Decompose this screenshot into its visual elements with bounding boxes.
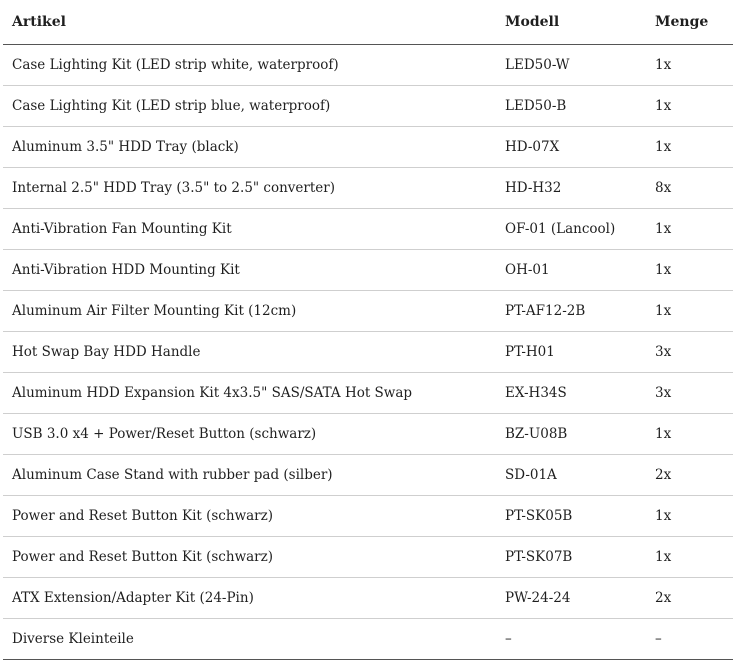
cell-artikel: Power and Reset Button Kit (schwarz) xyxy=(3,496,496,537)
cell-artikel: Aluminum HDD Expansion Kit 4x3.5" SAS/SATA Hot Swap xyxy=(3,373,496,414)
cell-artikel: Diverse Kleinteile xyxy=(3,619,496,660)
table-row xyxy=(3,250,733,291)
cell-menge: 1x xyxy=(646,209,733,250)
table-row xyxy=(3,373,733,414)
table-header xyxy=(3,0,733,45)
table-body xyxy=(3,45,733,660)
column-header-artikel: Artikel xyxy=(3,0,496,45)
cell-artikel: Aluminum Case Stand with rubber pad (silber) xyxy=(3,455,496,496)
column-header-modell: Modell xyxy=(496,0,646,45)
parts-table-container xyxy=(3,0,733,660)
cell-menge: 1x xyxy=(646,127,733,168)
table-row xyxy=(3,209,733,250)
cell-menge: 1x xyxy=(646,537,733,578)
cell-artikel: Aluminum Air Filter Mounting Kit (12cm) xyxy=(3,291,496,332)
cell-artikel: ATX Extension/Adapter Kit (24-Pin) xyxy=(3,578,496,619)
cell-artikel: Anti-Vibration Fan Mounting Kit xyxy=(3,209,496,250)
cell-menge: 2x xyxy=(646,578,733,619)
cell-menge: 3x xyxy=(646,373,733,414)
cell-menge: 3x xyxy=(646,332,733,373)
parts-table xyxy=(3,0,733,660)
cell-modell: LED50-W xyxy=(496,45,646,86)
column-header-menge: Menge xyxy=(646,0,733,45)
cell-artikel: Hot Swap Bay HDD Handle xyxy=(3,332,496,373)
cell-menge: 1x xyxy=(646,414,733,455)
cell-modell: BZ-U08B xyxy=(496,414,646,455)
cell-modell: PT-AF12-2B xyxy=(496,291,646,332)
cell-modell: LED50-B xyxy=(496,86,646,127)
table-row xyxy=(3,168,733,209)
table-row xyxy=(3,332,733,373)
cell-artikel: USB 3.0 x4 + Power/Reset Button (schwarz) xyxy=(3,414,496,455)
cell-menge: 2x xyxy=(646,455,733,496)
cell-modell: PW-24-24 xyxy=(496,578,646,619)
table-row xyxy=(3,537,733,578)
cell-menge: 1x xyxy=(646,45,733,86)
table-row xyxy=(3,619,733,660)
cell-modell: PT-SK07B xyxy=(496,537,646,578)
cell-menge: 1x xyxy=(646,496,733,537)
cell-modell: EX-H34S xyxy=(496,373,646,414)
cell-modell: PT-H01 xyxy=(496,332,646,373)
cell-artikel: Internal 2.5" HDD Tray (3.5" to 2.5" converter) xyxy=(3,168,496,209)
cell-modell: – xyxy=(496,619,646,660)
cell-modell: SD-01A xyxy=(496,455,646,496)
cell-modell: PT-SK05B xyxy=(496,496,646,537)
cell-artikel: Case Lighting Kit (LED strip blue, waterproof) xyxy=(3,86,496,127)
cell-modell: HD-07X xyxy=(496,127,646,168)
cell-menge: 1x xyxy=(646,291,733,332)
table-row xyxy=(3,496,733,537)
cell-artikel: Power and Reset Button Kit (schwarz) xyxy=(3,537,496,578)
cell-artikel: Anti-Vibration HDD Mounting Kit xyxy=(3,250,496,291)
table-row xyxy=(3,455,733,496)
cell-artikel: Aluminum 3.5" HDD Tray (black) xyxy=(3,127,496,168)
table-row xyxy=(3,45,733,86)
cell-menge: 8x xyxy=(646,168,733,209)
cell-modell: HD-H32 xyxy=(496,168,646,209)
table-row xyxy=(3,414,733,455)
table-row xyxy=(3,291,733,332)
cell-menge: 1x xyxy=(646,86,733,127)
cell-menge: – xyxy=(646,619,733,660)
table-row xyxy=(3,578,733,619)
cell-modell: OH-01 xyxy=(496,250,646,291)
cell-artikel: Case Lighting Kit (LED strip white, waterproof) xyxy=(3,45,496,86)
header-row xyxy=(3,0,733,45)
table-row xyxy=(3,127,733,168)
cell-modell: OF-01 (Lancool) xyxy=(496,209,646,250)
table-row xyxy=(3,86,733,127)
cell-menge: 1x xyxy=(646,250,733,291)
